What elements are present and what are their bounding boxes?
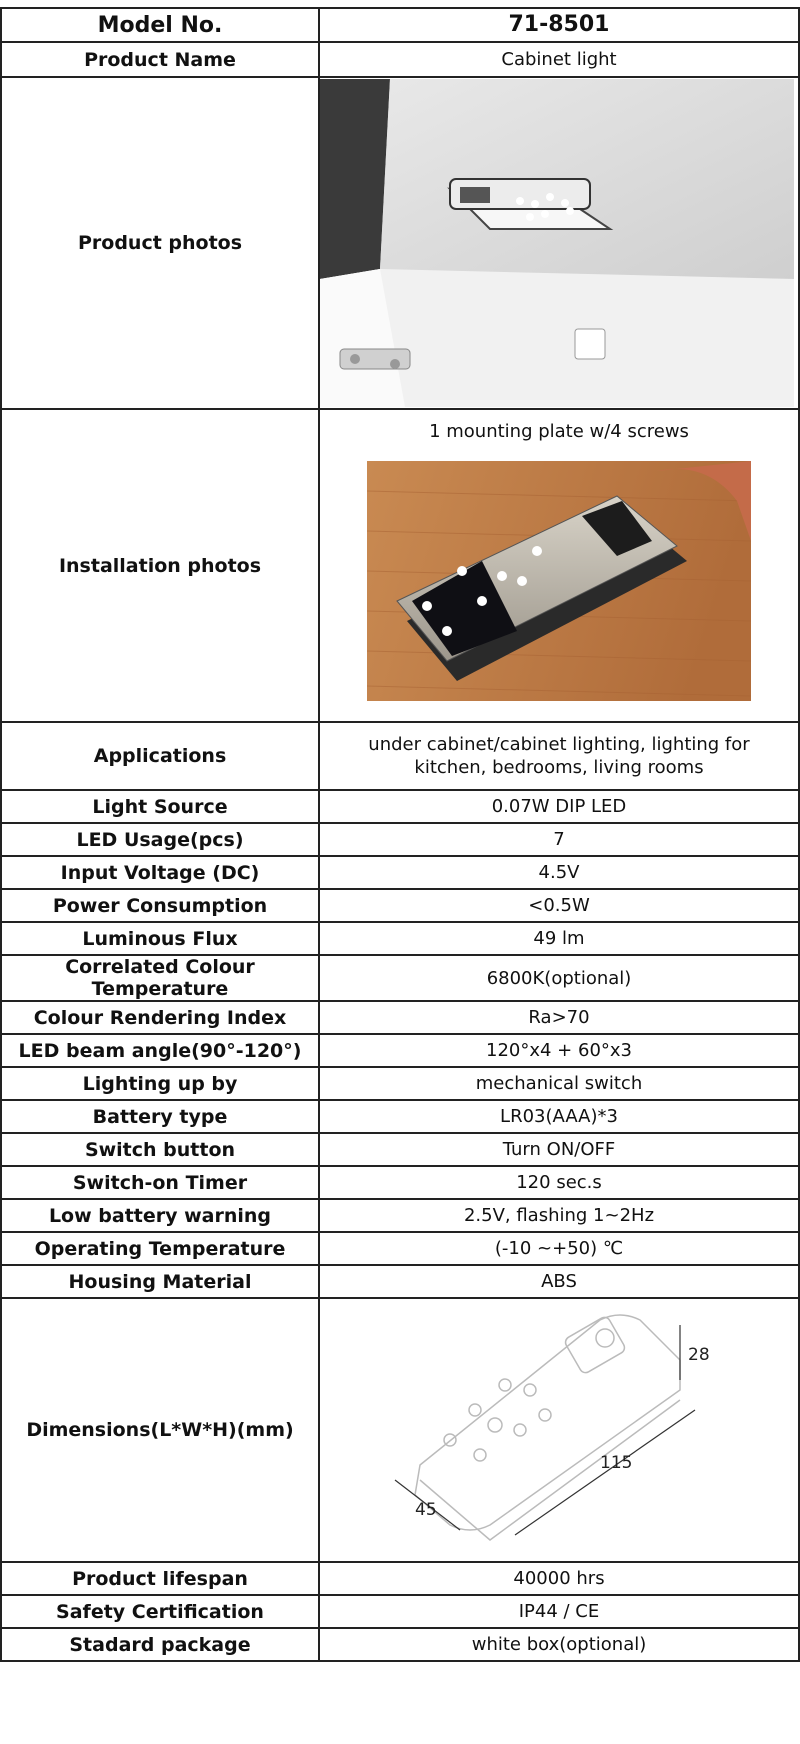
spec-value: 6800K(optional) [319,955,799,1001]
spec-row [1,722,799,790]
spec-row [1,1199,799,1232]
spec-row [1,1166,799,1199]
spec-value: <0.5W [319,889,799,922]
spec-value: IP44 / CE [319,1595,799,1628]
spec-label: Input Voltage (DC) [1,856,319,889]
spec-row [1,856,799,889]
spec-value: 2.5V, flashing 1~2Hz [319,1199,799,1232]
spec-value: under cabinet/cabinet lighting, lighting for kitchen, bedrooms, living rooms [319,722,799,790]
spec-value: 49 lm [319,922,799,955]
spec-label: Applications [1,722,319,790]
installation-caption: 1 mounting plate w/4 screws [429,421,689,442]
spec-label: Low battery warning [1,1199,319,1232]
spec-row [1,1232,799,1265]
spec-row [1,1562,799,1595]
installation-photo [367,461,751,701]
spec-label: Switch-on Timer [1,1166,319,1199]
spec-value: LR03(AAA)*3 [319,1100,799,1133]
spec-row [1,1001,799,1034]
spec-row [1,955,799,1001]
spec-table [0,7,800,1662]
product-photo-cell [319,77,799,409]
spec-label: Operating Temperature [1,1232,319,1265]
spec-label: Stadard package [1,1628,319,1661]
spec-row [1,889,799,922]
dim-length: 115 [600,1453,633,1474]
spec-label: Battery type [1,1100,319,1133]
product-photo [320,79,794,407]
spec-value: mechanical switch [319,1067,799,1100]
spec-row [1,1100,799,1133]
spec-value: Turn ON/OFF [319,1133,799,1166]
spec-value: 120°x4 + 60°x3 [319,1034,799,1067]
spec-value: white box(optional) [319,1628,799,1661]
spec-row [1,790,799,823]
spec-row [1,1133,799,1166]
spec-label: LED beam angle(90°-120°) [1,1034,319,1067]
spec-row [1,1034,799,1067]
dimensions-drawing-cell [319,1298,799,1562]
spec-label: Safety Certification [1,1595,319,1628]
product-photos-row [1,77,799,409]
spec-label: Dimensions(L*W*H)(mm) [1,1298,319,1562]
spec-row [1,1628,799,1661]
spec-value: (-10 ~+50) ℃ [319,1232,799,1265]
spec-value: 4.5V [319,856,799,889]
spec-label: LED Usage(pcs) [1,823,319,856]
dim-width: 45 [415,1500,437,1521]
spec-row [1,1067,799,1100]
spec-label: Lighting up by [1,1067,319,1100]
spec-value: 0.07W DIP LED [319,790,799,823]
spec-row [1,42,799,77]
spec-label: Luminous Flux [1,922,319,955]
dimensions-drawing [320,1300,794,1560]
installation-photo-cell [319,409,799,722]
spec-row [1,1595,799,1628]
spec-value: 40000 hrs [319,1562,799,1595]
model-value: 71-8501 [319,8,799,42]
spec-label: Switch button [1,1133,319,1166]
spec-label: Power Consumption [1,889,319,922]
spec-row [1,1265,799,1298]
dim-height: 28 [688,1345,710,1366]
spec-row [1,922,799,955]
spec-label: Light Source [1,790,319,823]
spec-value: Ra>70 [319,1001,799,1034]
spec-label: Product lifespan [1,1562,319,1595]
model-label: Model No. [1,8,319,42]
model-row [1,8,799,42]
spec-value: Cabinet light [319,42,799,77]
spec-value: 7 [319,823,799,856]
spec-label: Housing Material [1,1265,319,1298]
spec-value: ABS [319,1265,799,1298]
spec-label: Correlated Colour Temperature [1,955,319,1001]
spec-row [1,823,799,856]
spec-label: Product Name [1,42,319,77]
spec-label: Colour Rendering Index [1,1001,319,1034]
spec-value: 120 sec.s [319,1166,799,1199]
spec-label: Installation photos [1,409,319,722]
spec-label: Product photos [1,77,319,409]
installation-photos-row [1,409,799,722]
dimensions-row [1,1298,799,1562]
